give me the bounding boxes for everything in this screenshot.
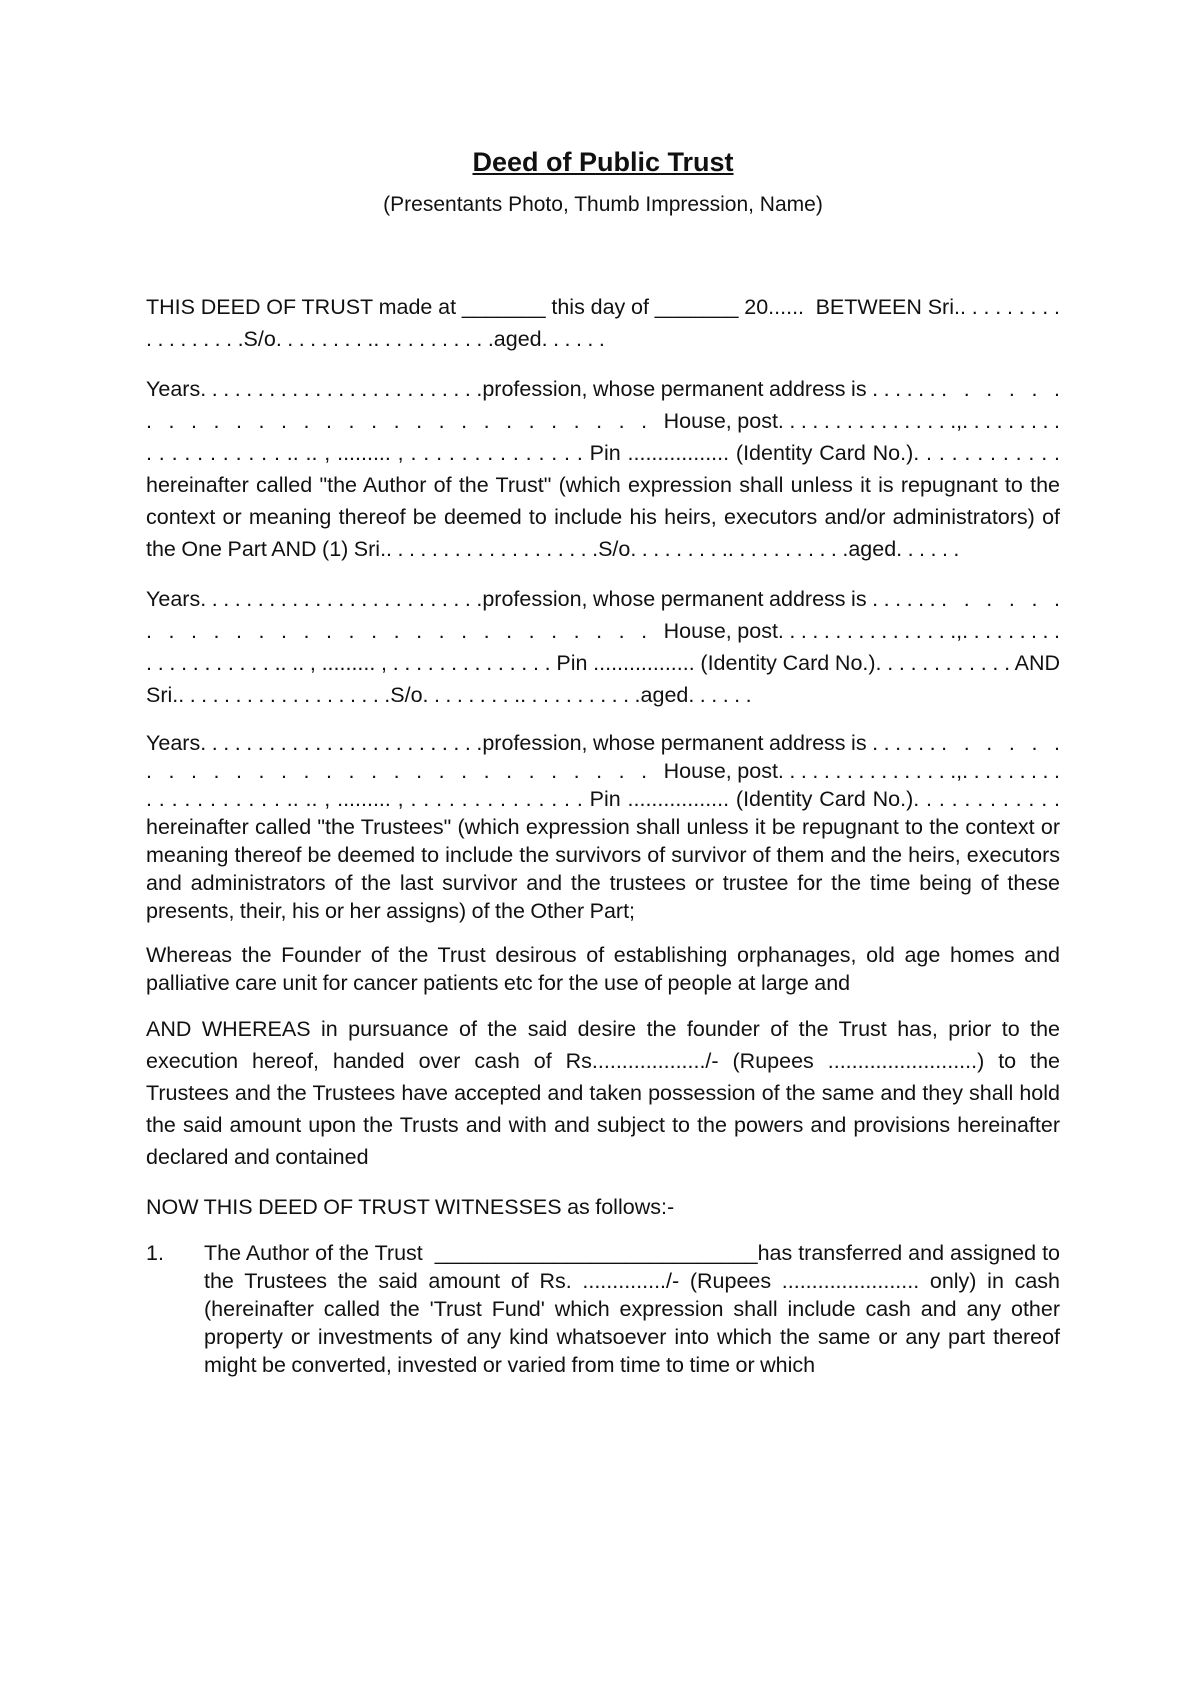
paragraph-author-details: Years. . . . . . . . . . . . . . . . . . . . . . . . .profession, whose permanent address is . . . . . . . . . . . . . . . . . . . . . . . . . . . . . . . . . . . House, post. . . . . . . . . . . . . . . .,. . . . . . . . . . . . . . . . . . . . .. .. , ......... , . . . . . . . . . . . . . . Pin ................. (Identity Card No.). . . . . . . . . . . . hereinafter called "the Author of the Trust" (which expression shall unless it is repugnant to the context or meaning thereof be deemed to include his heirs, executors and/or administrators) of the One Part AND (1) Sri.. . . . . . . . . . . . . . . . . . .S/o. . . . . . . . .. . . . . . . . . . .aged. . . . . . [146,377,1077,561]
clause-1-number: 1. [146,1241,164,1265]
paragraph-whereas: Whereas the Founder of the Trust desirous of establishing orphanages, old age homes and palliative care unit for cancer patients etc for the use of people at large and [146,943,1066,995]
document-page [146,140,1077,1379]
paragraph-witnesses: NOW THIS DEED OF TRUST WITNESSES as follows:- [146,1195,675,1219]
document-title: Deed of Public Trust [472,147,734,177]
clause-1 [146,1239,1066,1379]
paragraph-opening: THIS DEED OF TRUST made at _______ this day of _______ 20...... BETWEEN Sri.. . . . . . . . . . . . . . . . . .S/o. . . . . . . . .. . . . . . . . . . .aged. . . . . . [146,295,1066,351]
paragraph-trustee-2-details: Years. . . . . . . . . . . . . . . . . . . . . . . . .profession, whose permanent address is . . . . . . . . . . . . . . . . . . . . . . . . . . . . . . . . . . . House, post. . . . . . . . . . . . . . . .,. . . . . . . . . . . . . . . . . . . . .. .. , ......... , . . . . . . . . . . . . . . Pin ................. (Identity Card No.). . . . . . . . . . . . hereinafter called "the Trustees" (which expression shall unless it be repugnant to the context or meaning thereof be deemed to include the survivors of survivor of them and the heirs, executors and administrators of the last survivor and the trustees or trustee for the time being of these presents, their, his or her assigns) of the Other Part; [146,731,1077,923]
paragraph-and-whereas: AND WHEREAS in pursuance of the said desire the founder of the Trust has, prior to the execution hereof, handed over cash of Rs.................../- (Rupees .........................) to the Trustees and the Trustees have accepted and taken possession of the same and they shall hold the said amount upon the Trusts and with and subject to the powers and provisions hereinafter declared and contained [146,1017,1066,1169]
paragraph-trustee-1-details: Years. . . . . . . . . . . . . . . . . . . . . . . . .profession, whose permanent address is . . . . . . . . . . . . . . . . . . . . . . . . . . . . . . . . . . . House, post. . . . . . . . . . . . . . . .,. . . . . . . . . . . . . . . . . . . . .. .. , ......... , . . . . . . . . . . . . . . Pin ................. (Identity Card No.). . . . . . . . . . . . AND Sri.. . . . . . . . . . . . . . . . . . .S/o. . . . . . . . .. . . . . . . . . . .aged. . . . . . [146,587,1077,707]
document-subtitle: (Presentants Photo, Thumb Impression, Name) [383,193,823,216]
clause-1-text: The Author of the Trust ___________________________has transferred and assigned to the Trustees the said amount of Rs. ............../- (Rupees ....................... only) in cash (hereinafter called the 'Trust Fund' which expression shall include cash and any other property or investments of any kind whatsoever into which the same or any part thereof might be converted, invested or varied from time to time or which [204,1241,1066,1377]
